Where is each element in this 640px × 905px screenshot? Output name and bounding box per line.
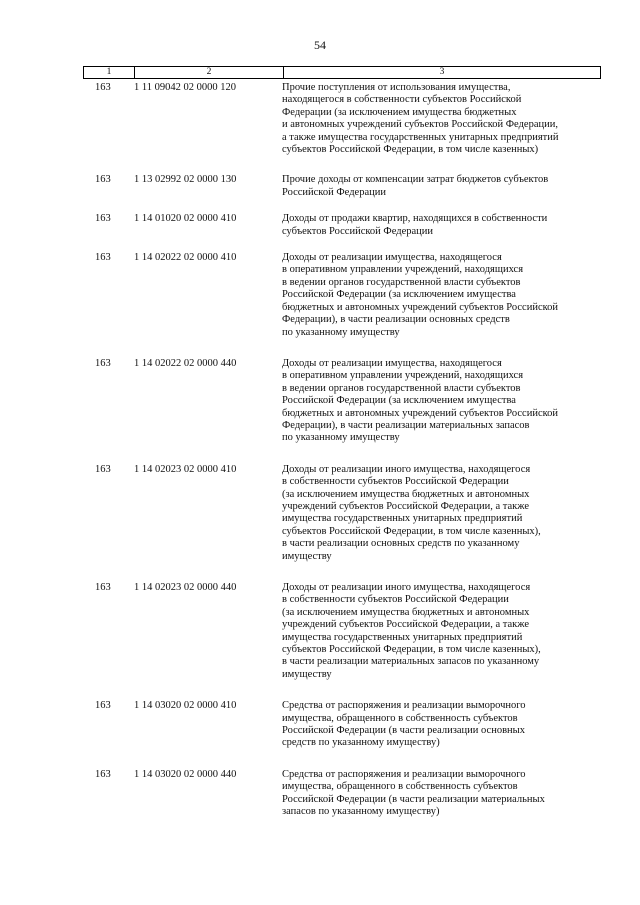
table-row [0,769,640,819]
revenue-name: Средства от распоряжения и реализации выморочного имущества, обращенного в собственность субъектов Российской Федерации (в части реализации материальных запасов по указанному имуществу) [282,768,545,818]
admin-code: 163 [95,768,111,780]
header-col-2: 2 [135,67,284,78]
page-number: 54 [314,38,326,52]
revenue-name: Доходы от реализации имущества, находящегося в оперативном управлении учреждений, находящихся в ведении органов государственной власти субъектов Российской Федерации (за исключением имущества бюджетных и автономных учреждений субъектов Российской Федерации), в части реализации основных средств по указанному имуществу [282,252,559,338]
revenue-code: 1 14 02023 02 0000 440 [134,582,237,593]
table-header [83,66,601,79]
table-row [0,174,640,199]
table-row [0,464,640,563]
revenue-name: Доходы от реализации имущества, находящегося в оперативном управлении учреждений, находящихся в ведении органов государственной власти субъектов Российской Федерации (за исключением имущества бюджетных и автономных учреждений субъектов Российской Федерации), в части реализации материальных запасов по указанному имуществу [282,357,559,444]
revenue-name: Доходы от продажи квартир, находящихся в собственности субъектов Российской Федерации [282,213,548,237]
revenue-code: 1 14 02022 02 0000 440 [134,357,237,369]
table-row [0,358,640,445]
table-row [0,82,640,156]
header-col-3: 3 [439,67,445,77]
revenue-name: Прочие поступления от использования имущества, находящегося в собственности субъектов Российской Федерации (за исключением имущества бюджетных и автономных учреждений субъектов Российской Федерации, а также имущества государственных унитарных предприятий субъектов Российской Федерации, в том числе казенных) [282,82,559,156]
admin-code: 163 [95,357,111,369]
revenue-code: 1 14 02023 02 0000 410 [134,463,237,475]
table-body [0,82,640,819]
revenue-code: 1 11 09042 02 0000 120 [134,82,236,93]
table-row [0,582,640,681]
revenue-name: Средства от распоряжения и реализации выморочного имущества, обращенного в собственность субъектов Российской Федерации (в части реализации основных средств по указанному имуществу) [282,700,526,749]
revenue-name: Доходы от реализации иного имущества, находящегося в собственности субъектов Российской Федерации (за исключением имущества бюджетных и автономных учреждений субъектов Российской Федерации, а также имущества государственных унитарных предприятий субъектов Российской Федерации, в том числе казенных), в части реализации основных средств по указанному имуществу [282,463,541,562]
admin-code: 163 [95,82,111,93]
revenue-name: Доходы от реализации иного имущества, находящегося в собственности субъектов Российской Федерации (за исключением имущества бюджетных и автономных учреждений субъектов Российской Федерации, а также имущества государственных унитарных предприятий субъектов Российской Федерации, в том числе казенных), в части реализации материальных запасов по указанному имуществу [282,582,541,680]
admin-code: 163 [95,700,111,712]
revenue-code: 1 13 02992 02 0000 130 [134,174,237,186]
admin-code: 163 [95,174,111,186]
header-col-1: 1 [84,67,135,78]
revenue-name: Прочие доходы от компенсации затрат бюджетов субъектов Российской Федерации [282,174,549,198]
revenue-code: 1 14 02022 02 0000 410 [134,252,237,264]
table-row [0,700,640,750]
revenue-code: 1 14 03020 02 0000 410 [134,700,237,712]
admin-code: 163 [95,582,111,593]
table-row [0,213,640,238]
table-row [0,252,640,339]
admin-code: 163 [95,213,111,225]
revenue-code: 1 14 03020 02 0000 440 [134,768,237,780]
admin-code: 163 [95,463,111,475]
revenue-code: 1 14 01020 02 0000 410 [134,213,237,225]
admin-code: 163 [95,252,111,264]
